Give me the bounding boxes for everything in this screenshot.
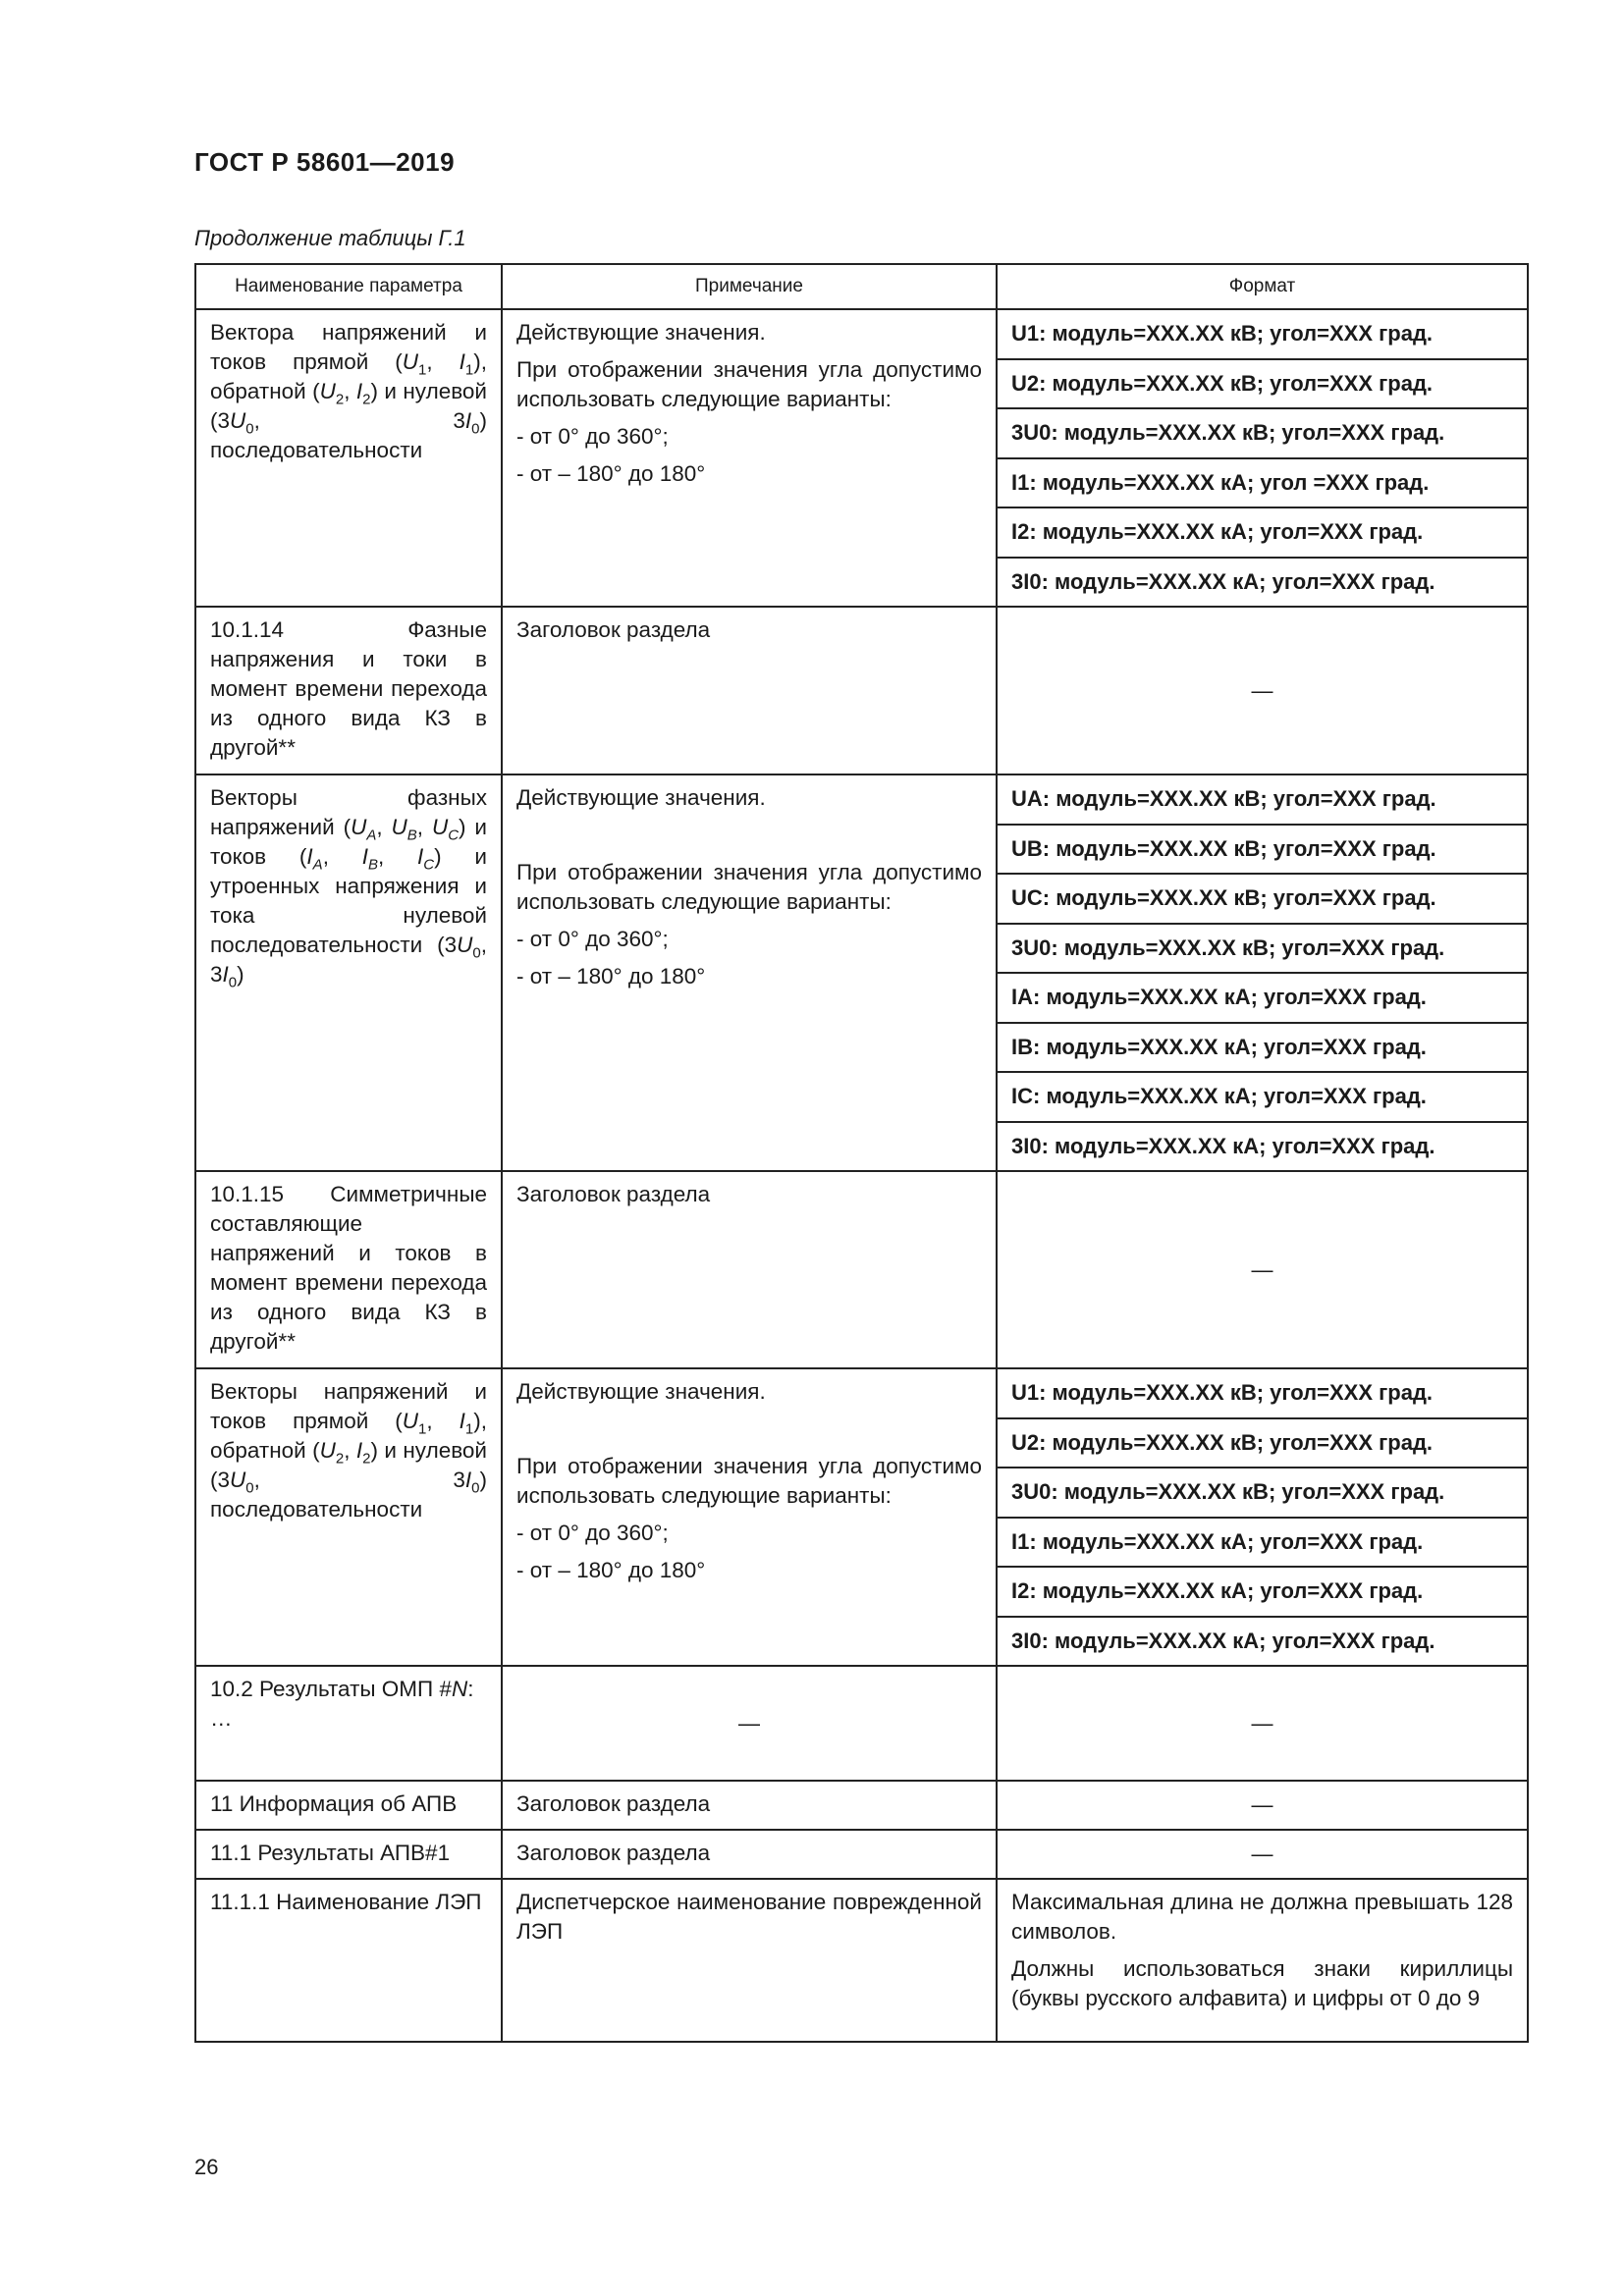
- note-cell: Заголовок раздела: [502, 1171, 997, 1368]
- table-row: [195, 1781, 1528, 1830]
- dash: —: [738, 1710, 760, 1735]
- param-cell: 10.1.15 Симметричные составляющие напряжений и токов в момент времени перехода из одного вида КЗ в другой**: [195, 1171, 502, 1368]
- format-item: UA: модуль=XXX.XX кВ; угол=XXX град.: [998, 775, 1527, 826]
- param-cell: 11.1 Результаты АПВ#1: [195, 1830, 502, 1879]
- header-format: Формат: [997, 264, 1528, 309]
- note-cell: Заголовок раздела: [502, 607, 997, 774]
- note-line: - от – 180° до 180°: [516, 964, 706, 988]
- dash: —: [1251, 1710, 1273, 1735]
- table-row: [195, 1368, 1528, 1666]
- dash: —: [1251, 1842, 1273, 1866]
- format-cell: [997, 1666, 1528, 1781]
- format-item: U2: модуль=XXX.XX кВ; угол=XXX град.: [998, 360, 1527, 410]
- format-item: 3I0: модуль=XXX.XX кА; угол=XXX град.: [1011, 1133, 1435, 1158]
- table-caption: Продолжение таблицы Г.1: [194, 226, 466, 250]
- note-line: При отображении значения угла допустимо использовать следующие варианты:: [516, 357, 982, 411]
- format-item: 3U0: модуль=XXX.XX кВ; угол=XXX град.: [998, 1468, 1527, 1519]
- note-line: Действующие значения.: [516, 1379, 766, 1404]
- format-item: IC: модуль=XXX.XX кА; угол=XXX град.: [998, 1073, 1527, 1123]
- note-cell: [502, 774, 997, 1171]
- param-cell: 11.1.1 Наименование ЛЭП: [195, 1879, 502, 2042]
- format-item: U1: модуль=XXX.XX кВ; угол=XXX град.: [998, 1369, 1527, 1419]
- format-item: I1: модуль=XXX.XX кА; угол=XXX град.: [998, 1519, 1527, 1569]
- param-cell: [195, 1666, 502, 1781]
- format-item: I2: модуль=XXX.XX кА; угол=XXX град.: [998, 1568, 1527, 1618]
- format-item: 3U0: модуль=XXX.XX кВ; угол=XXX град.: [998, 409, 1527, 459]
- note-line: Действующие значения.: [516, 320, 766, 345]
- note-line: Действующие значения.: [516, 785, 766, 810]
- note-cell: Заголовок раздела: [502, 1781, 997, 1830]
- note-line: - от 0° до 360°;: [516, 927, 669, 951]
- format-cell: [997, 1830, 1528, 1879]
- param-cell: Векторы напряжений и токов прямой ($U_1$, $I_1$), обратной ($U_2$, $I_2$) и нулевой ($3U_0$, $3I_0$) последовательности: [195, 1368, 502, 1666]
- note-line: - от 0° до 360°;: [516, 424, 669, 449]
- table-row: [195, 1171, 1528, 1368]
- param-variable: N: [451, 1677, 468, 1701]
- format-item: UB: модуль=XXX.XX кВ; угол=XXX град.: [998, 826, 1527, 876]
- param-text: 10.2 Результаты ОМП #: [210, 1677, 452, 1701]
- format-line: Должны использоваться знаки кириллицы (буквы русского алфавита) и цифры от 0 до 9: [1011, 1956, 1513, 2010]
- table-row: [195, 607, 1528, 774]
- dash: —: [1251, 1792, 1273, 1817]
- note-cell: Диспетчерское наименование поврежденной ЛЭП: [502, 1879, 997, 2042]
- note-line: При отображении значения угла допустимо использовать следующие варианты:: [516, 860, 982, 914]
- format-cell: [997, 1368, 1528, 1666]
- format-item: I2: модуль=XXX.XX кА; угол=XXX град.: [998, 508, 1527, 559]
- param-cell: Векторы фазных напряжений ($U_A$, $U_B$, $U_C$) и токов ($I_A$, $I_B$, $I_C$) и утроенных напряжения и тока нулевой последовательности ($3U_0$, $3I_0$): [195, 774, 502, 1171]
- format-item: 3I0: модуль=XXX.XX кА; угол=XXX град.: [1011, 568, 1435, 594]
- header-parameter: Наименование параметра: [195, 264, 502, 309]
- note-cell: [502, 1666, 997, 1781]
- format-item: U1: модуль=XXX.XX кВ; угол=XXX град.: [998, 310, 1527, 360]
- format-item: IB: модуль=XXX.XX кА; угол=XXX град.: [998, 1024, 1527, 1074]
- param-suffix: :: [467, 1677, 474, 1701]
- param-ellipsis: …: [210, 1706, 233, 1731]
- header-note: Примечание: [502, 264, 997, 309]
- format-cell: [997, 607, 1528, 774]
- note-line: При отображении значения угла допустимо использовать следующие варианты:: [516, 1454, 982, 1508]
- format-cell: [997, 774, 1528, 1171]
- format-item: 3I0: модуль=XXX.XX кА; угол=XXX град.: [1011, 1628, 1435, 1653]
- format-cell: [997, 1879, 1528, 2042]
- format-item: U2: модуль=XXX.XX кВ; угол=XXX град.: [998, 1419, 1527, 1469]
- format-cell: [997, 309, 1528, 607]
- format-cell: [997, 1171, 1528, 1368]
- table-header-row: [195, 264, 1528, 309]
- param-cell: Вектора напряжений и токов прямой ($U_1$, $I_1$), обратной ($U_2$, $I_2$) и нулевой ($3U_0$, $3I_0$) последовательности: [195, 309, 502, 607]
- format-item: I1: модуль=XXX.XX кА; угол =XXX град.: [998, 459, 1527, 509]
- param-cell: 10.1.14 Фазные напряжения и токи в момент времени перехода из одного вида КЗ в другой**: [195, 607, 502, 774]
- note-line: - от – 180° до 180°: [516, 1558, 706, 1582]
- table-row: [195, 1830, 1528, 1879]
- table-row: [195, 1666, 1528, 1781]
- parameters-table: [194, 263, 1529, 2043]
- format-cell: [997, 1781, 1528, 1830]
- note-line: - от – 180° до 180°: [516, 461, 706, 486]
- table-row: [195, 1879, 1528, 2042]
- dash: —: [1251, 1256, 1273, 1282]
- format-item: IA: модуль=XXX.XX кА; угол=XXX град.: [998, 974, 1527, 1024]
- format-line: Максимальная длина не должна превышать 128 символов.: [1011, 1890, 1513, 1944]
- table-row: [195, 774, 1528, 1171]
- table-row: [195, 309, 1528, 607]
- note-cell: [502, 309, 997, 607]
- param-cell: 11 Информация об АПВ: [195, 1781, 502, 1830]
- note-cell: Заголовок раздела: [502, 1830, 997, 1879]
- document-header: ГОСТ Р 58601—2019: [194, 147, 456, 177]
- format-item: UC: модуль=XXX.XX кВ; угол=XXX град.: [998, 875, 1527, 925]
- dash: —: [1251, 677, 1273, 703]
- format-item: 3U0: модуль=XXX.XX кВ; угол=XXX град.: [998, 925, 1527, 975]
- note-cell: [502, 1368, 997, 1666]
- note-line: - от 0° до 360°;: [516, 1521, 669, 1545]
- page-number: 26: [194, 2155, 219, 2179]
